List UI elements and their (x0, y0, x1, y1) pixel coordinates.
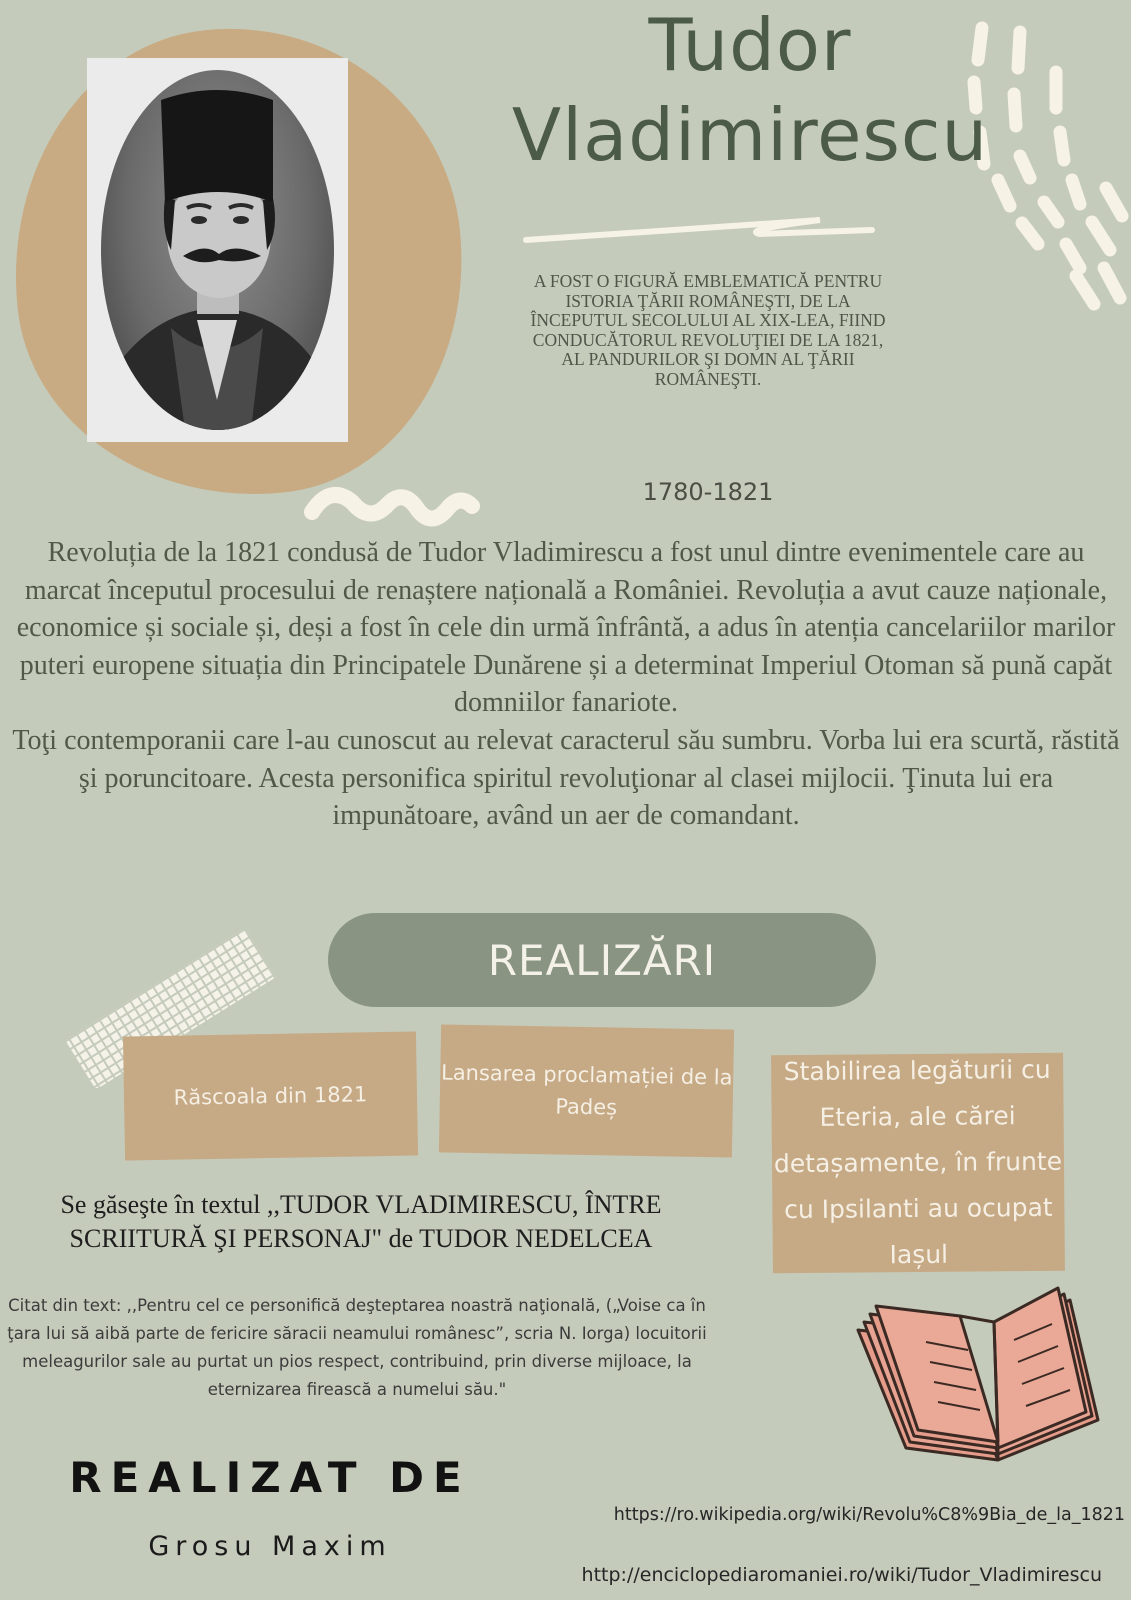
summary-text: A FOST O FIGURĂ EMBLEMATICĂ PENTRU ISTORIA ŢĂRII ROMÂNEŞTI, DE LA ÎNCEPUTUL SECOLULUI AL XIX-LEA, FIIND CONDUCĂTORUL REVOLUŢIEI DE LA 1821, AL PANDURILOR ŞI DOMN AL ŢĂRII ROMÂNEŞTI. (530, 271, 886, 389)
squiggle-line-icon (520, 208, 880, 248)
title-last-name: Vladimirescu (511, 93, 989, 177)
page-title (470, 0, 1030, 180)
portrait-photo (87, 58, 348, 442)
source-text: Se găseşte în textul ,,TUDOR VLADIMIRESCU, ÎNTRE SCRIITURĂ ŞI PERSONAJ" de TUDOR NEDELCEA (60, 1190, 662, 1253)
achievement-item: Lansarea proclamației de la Padeș (439, 1024, 734, 1157)
achievements-heading-label: REALIZĂRI (487, 935, 717, 985)
wave-line-icon (300, 480, 480, 540)
achievements-heading (328, 913, 876, 1007)
character-paragraph: Toţi contemporanii care l-au cunoscut au relevat caracterul său sumbru. Vorba lui era scurtă, răstită şi poruncitoare. Acesta personifica spiritul revoluţionar al clasei mijlocii. Ţinuta lui era impunătoare, având un aer de comandant. (12, 724, 1120, 832)
achievement-item: Răscoala din 1821 (123, 1031, 418, 1160)
source-link-wikipedia[interactable]: https://ro.wikipedia.org/wiki/Revolu%C8%9Bia_de_la_1821 (613, 1505, 1125, 1525)
revolution-paragraph: Revoluția de la 1821 condusă de Tudor Vladimirescu a fost unul dintre evenimentele care au marcat începutul procesului de renaștere națională a României. Revoluția a avut cauze naționale, economice și sociale și, deși a fost în cele din urmă înfrântă, a adus în atenția cancelariilor marilor puteri europene situația din Principatele Dunărene și a determinat Imperiul Otoman să pună capăt domniilor fanariote. (16, 537, 1116, 719)
open-book-icon (848, 1270, 1108, 1470)
title-first-name: Tudor (648, 3, 852, 87)
life-years: 1780-1821 (642, 478, 774, 506)
made-by-label: REALIZAT DE (69, 1453, 471, 1502)
author-name: Grosu Maxim (148, 1531, 392, 1562)
source-link-enciclopedia[interactable]: http://enciclopediaromaniei.ro/wiki/Tudor_Vladimirescu (581, 1564, 1102, 1586)
quote-text: Citat din text: ,,Pentru cel ce personifică deşteptarea noastră naţională, („Voise ca în ţara lui să aibă parte de fericire săracii neamului românesc”, scria N. Iorga) locuitorii meleagurilor sale au purtat un pios respect, contribuind, prin diverse mijloace, la eternizarea firească a numelui său." (7, 1296, 707, 1399)
main-text (10, 534, 1122, 835)
achievement-item: Stabilirea legăturii cu Eteria, ale cărei detașamente, în frunte cu Ipsilanti au ocupat Iașul (771, 1053, 1065, 1274)
